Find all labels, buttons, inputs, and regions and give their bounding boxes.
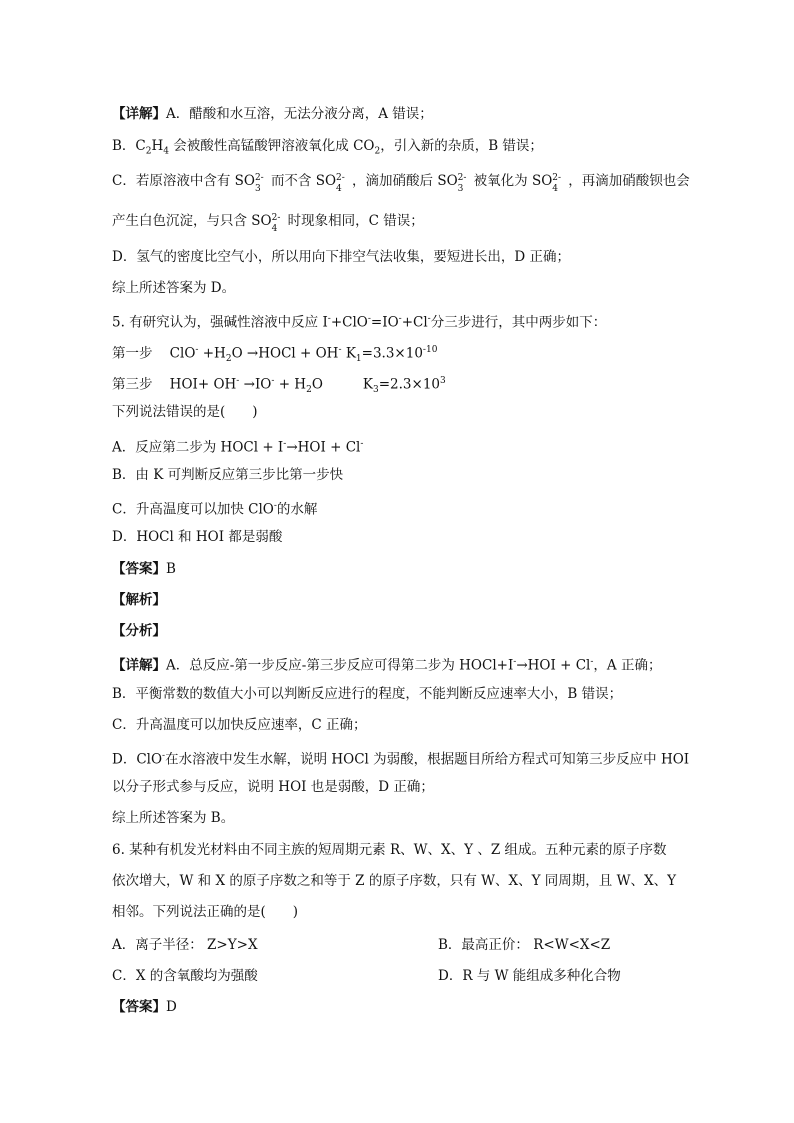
ion-charge: 2- [336,173,345,183]
subscript: 2 [145,146,152,157]
ion-subscript: 3 [254,184,261,194]
question-5-prompt: 下列说法错误的是( ) [112,404,258,420]
text-fragment: +ClO [330,314,368,331]
text-fragment: 而不含 SO [270,173,337,189]
question-6-stem-line1: 6. 某种有机发光材料由不同主族的短周期元素 R、W、X、Y 、Z 组成。五种元素的原子序数 [112,842,667,858]
question-6-options-row1 [112,935,258,955]
text-fragment: A．总反应-第一步反应-第三步反应可得第二步为 HOCl+I [166,657,514,674]
text-fragment: ，滴加硝酸后 SO [352,173,458,189]
text-fragment: 产生白色沉淀，与只含 SO [112,213,272,229]
text-fragment: D．ClO [112,751,163,768]
superscript: - [513,657,517,667]
text-fragment: C．若原溶液中含有 SO [112,173,255,189]
answer-value: B [166,561,176,577]
superscript: - [273,501,277,511]
detail-label: 【详解】 [112,657,166,674]
q5-explanation-c: C．升高温度可以加快反应速率，C 正确； [112,717,367,733]
text-fragment: =2.3×10 [378,376,441,393]
text-fragment: →HOI + Cl [516,657,591,674]
text-fragment: 会被酸性高锰酸钾溶液氧化成 CO [169,138,375,154]
ion-charge: 2- [271,213,281,223]
text-fragment: 时现象相同，C 错误； [287,213,424,229]
text-fragment: 在水溶液中发生水解，说明 HOCl 为弱酸，根据题目所给方程式可知第三步反应中 HOI [165,751,690,768]
superscript: - [427,314,431,324]
question-6-stem-line3: 相邻。下列说法正确的是( ) [112,904,299,920]
subscript: 4 [163,146,169,157]
superscript: - [367,314,371,324]
text-fragment: 5. 有研究认为，强碱性溶液中反应 I [112,314,328,331]
question-5-option-a [112,434,363,458]
fenxi-label: 【分析】 [112,623,166,639]
text-fragment: C．升高温度可以加快 ClO [112,501,274,518]
sulfate-ion [552,171,568,194]
text-fragment: K [362,376,373,393]
superscript: 3 [440,376,446,386]
text-fragment: A．反应第二步为 HOCl + I [112,439,284,456]
ion-subscript: 3 [457,184,464,194]
sulfate-ion [271,211,288,234]
text-fragment: +H [202,345,226,362]
text-fragment: + H [278,376,307,393]
text-fragment: HOI+ OH [169,376,237,393]
sulfite-ion [457,171,474,194]
question-5-step3 [112,371,446,400]
q5-explanation-d [112,746,689,770]
explanation-line-c [112,171,690,194]
text-fragment: O →HOCl + OH [231,345,339,362]
answer-label: 【答案】 [112,561,166,577]
question-6-answer [112,997,177,1017]
superscript: - [327,314,331,324]
text-fragment: 被氧化为 SO [473,173,553,189]
ion-subscript: 4 [552,184,558,194]
explanation-a-text: A．醋酸和水互溶，无法分液分离，A 错误； [166,106,433,122]
text-fragment: ClO [169,345,196,362]
text-fragment: ，A 正确； [593,657,662,674]
superscript: -10 [422,345,438,355]
ion-charge: 2- [254,173,264,183]
ion-charge: 2- [457,173,467,183]
text-fragment: =3.3×10 [361,345,423,362]
superscript: - [195,345,199,355]
superscript: - [283,439,287,449]
subscript: 2 [306,385,312,396]
subscript: 2 [225,354,232,365]
text-fragment: =IO [370,314,399,331]
q5-explanation-a [112,652,661,676]
question-5-option-d: D．HOCl 和 HOI 都是弱酸 [112,529,283,545]
question-5-step1 [112,340,437,369]
text-fragment: →HOI + Cl [286,439,361,456]
question-6-stem-line2: 依次增大，W 和 X 的原子序数之和等于 Z 的原子序数，只有 W、X、Y 同周期，且 W、X、Y [112,873,676,889]
q5-summary: 综上所述答案为 B。 [112,810,235,826]
question-6-option-b: B．最高正价： R<W<X<Z [438,937,611,953]
question-5-option-b: B．由 K 可判断反应第三步比第一步快 [112,467,344,483]
superscript: - [360,439,364,449]
question-6-option-d: D．R 与 W 能组成多种化合物 [438,968,621,984]
ion-charge: 2- [552,173,562,183]
question-6-option-c: C．X 的含氧酸均为强酸 [112,968,258,984]
sulfate-ion [336,171,352,194]
text-fragment: H [151,138,164,154]
q5-explanation-d-line2: 以分子形式参与反应，说明 HOI 也是弱酸，D 正确； [112,779,434,795]
subscript: 2 [374,146,381,157]
superscript: - [398,314,402,324]
ion-subscript: 4 [271,224,278,234]
text-fragment: ，引入新的杂质，B 错误； [380,138,543,154]
text-fragment: 的水解 [276,501,318,518]
explanation-line-c2 [112,211,424,234]
q5-explanation-b: B．平衡常数的数值大小可以判断反应进行的程度，不能判断反应速率大小，B 错误； [112,686,623,702]
question-5-option-c [112,496,317,520]
summary-line: 综上所述答案为 D。 [112,280,236,296]
text-fragment: 分三步进行，其中两步如下： [430,314,607,331]
question-6-option-a: A．离子半径： Z>Y>X [112,937,258,953]
answer-label: 【答案】 [112,999,166,1015]
answer-value: D [166,999,177,1015]
explanation-line-b [112,136,543,162]
sulfite-ion [254,171,271,194]
question-5-answer [112,559,176,579]
text-fragment: +Cl [401,314,428,331]
analysis-label: 【解析】 [112,592,166,608]
detail-label: 【详解】 [112,106,166,122]
subscript: 1 [355,354,362,365]
text-fragment: →IO [243,376,272,393]
step-label: 第一步 [112,345,153,362]
superscript: - [338,345,342,355]
text-fragment: K [345,345,356,362]
text-fragment: O [311,376,323,393]
superscript: - [236,376,240,386]
text-fragment: B．C [112,138,146,154]
superscript: - [271,376,275,386]
question-5-stem [112,309,606,333]
explanation-line-a [112,104,433,124]
explanation-line-d: D．氢气的密度比空气小，所以用向下排空气法收集，要短进长出，D 正确； [112,249,570,265]
superscript: - [590,657,594,667]
text-fragment: ，再滴加硝酸钡也会 [568,173,690,189]
superscript: - [162,751,166,761]
ion-subscript: 4 [336,184,342,194]
step-label: 第三步 [112,376,153,393]
subscript: 3 [373,385,379,396]
